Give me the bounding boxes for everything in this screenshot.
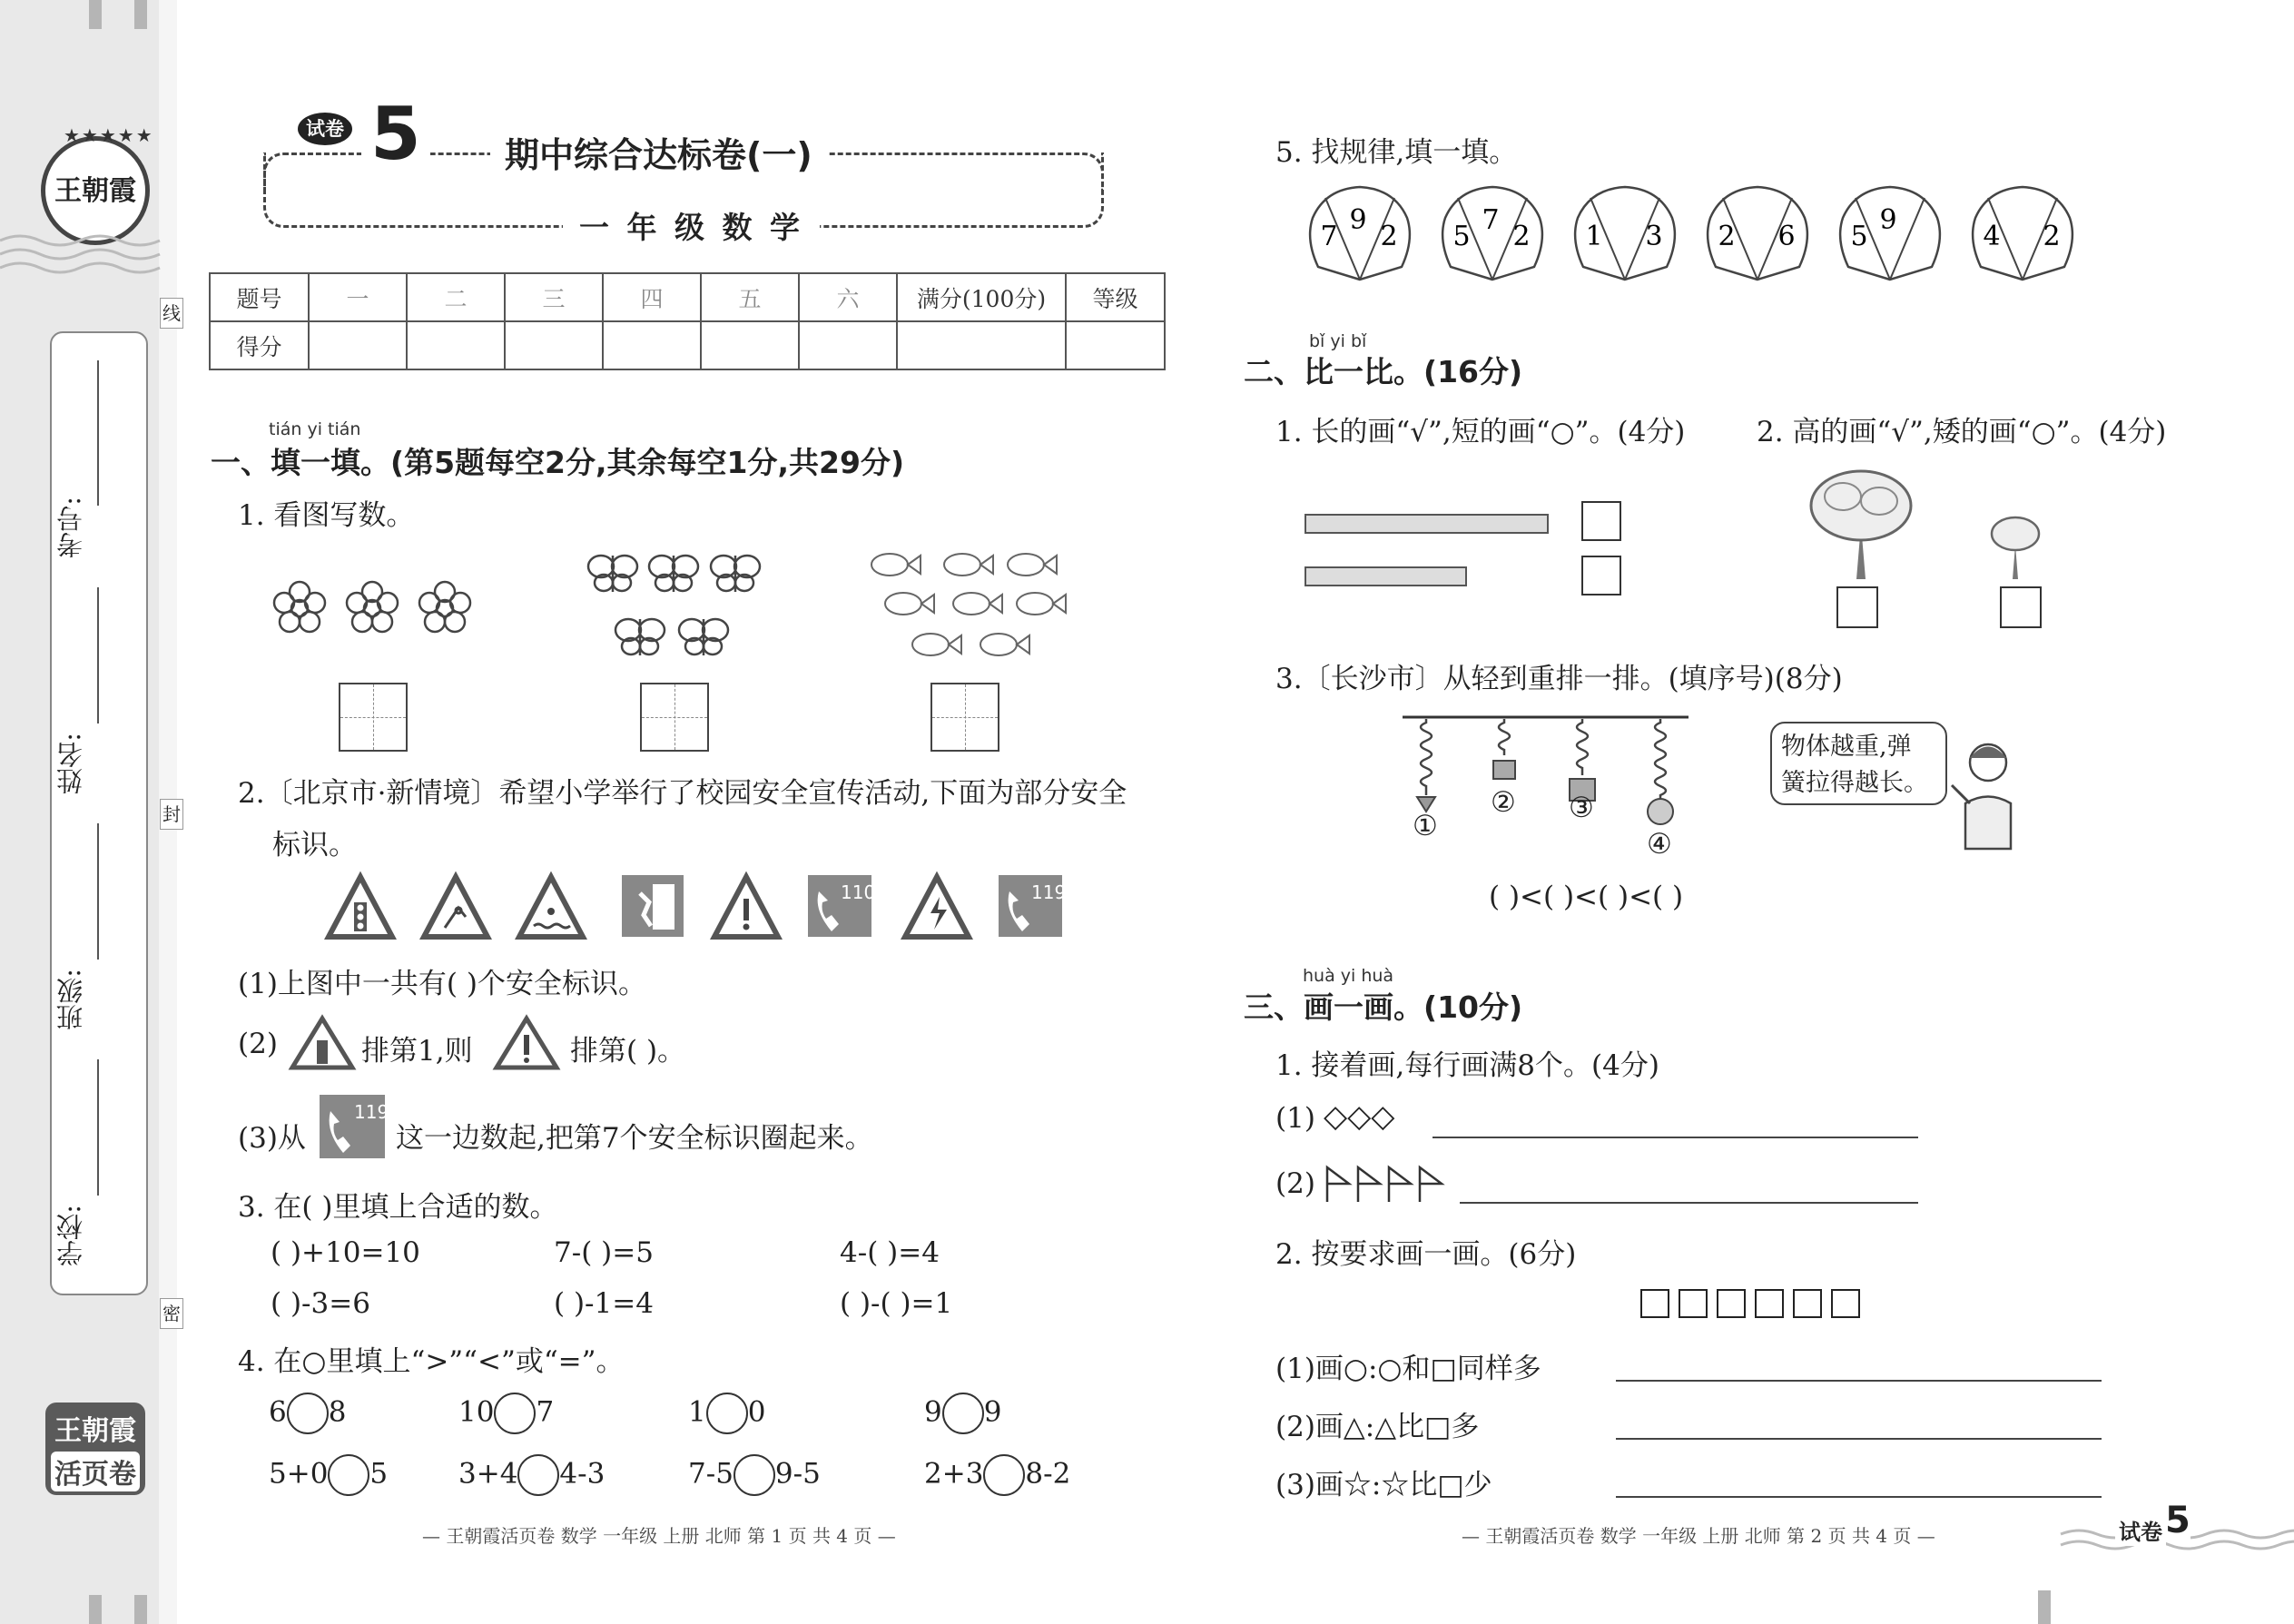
- electric-danger-sign-icon: [905, 877, 969, 937]
- binding-bar: [89, 1595, 102, 1624]
- traffic-light-sign-icon: [329, 877, 392, 937]
- compare-item: [924, 1454, 1070, 1496]
- butterflies-picture: [581, 545, 772, 672]
- safety-signs-row: [327, 873, 1067, 940]
- section3-heading: 三、画一画。(10分): [1244, 989, 1523, 1025]
- spring-label: ④: [1647, 828, 1672, 861]
- compare-item: [269, 1393, 346, 1434]
- shell[interactable]: [1973, 187, 2072, 280]
- q2-text-cont: 标识。: [272, 829, 357, 861]
- binding-bar: [89, 0, 102, 29]
- binding-bar: [2038, 1590, 2051, 1624]
- s3-q1b-label: (2): [1275, 1167, 1315, 1200]
- page-title: 期中综合达标卷(一): [490, 127, 827, 177]
- s2-q1-text: 1. 长的画“√”,短的画“○”。(4分): [1275, 416, 1686, 448]
- student-info-box: [50, 331, 148, 1295]
- shell[interactable]: [1442, 187, 1542, 280]
- compare-right: 4-3: [559, 1457, 605, 1491]
- shell-number: 1: [1585, 221, 1603, 252]
- page-subtitle: 一 年 级 数 学: [563, 204, 820, 247]
- q3-item[interactable]: 4-( )=4: [840, 1236, 940, 1269]
- warning-sign-icon: [495, 1015, 558, 1071]
- table-cell: 四: [603, 273, 701, 321]
- table-row: [210, 321, 1165, 369]
- shell[interactable]: [1310, 187, 1410, 280]
- shell[interactable]: [1708, 187, 1807, 280]
- q3-item[interactable]: ( )+10=10: [271, 1236, 420, 1269]
- square-icon: [1679, 1289, 1708, 1318]
- shell-number: 2: [1718, 221, 1736, 252]
- compare-item: [688, 1454, 821, 1496]
- bubble-line: 簧拉得越长。: [1781, 769, 1928, 797]
- short-bar: [1305, 566, 1467, 586]
- compare-circle[interactable]: [942, 1393, 984, 1434]
- shell-number: 7: [1482, 204, 1500, 236]
- spring-label: ②: [1491, 786, 1516, 819]
- exit-sign-icon: [622, 875, 684, 937]
- phone-119-sign-icon: [320, 1095, 387, 1158]
- class-line[interactable]: [97, 823, 99, 960]
- answer-box-fish[interactable]: [930, 683, 999, 752]
- compare-item: [269, 1454, 388, 1496]
- section1-heading: 一、填一填。(第5题每空2分,其余每空1分,共29分): [211, 445, 905, 480]
- wave-decoration: [0, 227, 159, 281]
- score-cell[interactable]: [701, 321, 799, 369]
- s3-q2-1-text: (1)画○:○和□同样多: [1275, 1353, 1541, 1385]
- compare-circle[interactable]: [706, 1393, 748, 1434]
- shell-number: 2: [1512, 221, 1531, 252]
- answer-box-short[interactable]: [1581, 556, 1621, 595]
- seal-mark-close: 密: [160, 1298, 183, 1329]
- spring-label: ③: [1569, 792, 1594, 824]
- shell-number: 4: [1983, 221, 2001, 252]
- footer-exam-tag: 试卷: [2115, 1514, 2166, 1546]
- compare-left: 2+3: [924, 1457, 984, 1491]
- brand-name: 王朝霞: [54, 1415, 136, 1447]
- q3-item[interactable]: ( )-( )=1: [840, 1287, 953, 1320]
- shell-number: 3: [1645, 221, 1663, 252]
- compare-left: 7-5: [688, 1457, 733, 1491]
- score-cell[interactable]: [799, 321, 897, 369]
- s3-q1-text: 1. 接着画,每行画满8个。(4分): [1275, 1049, 1659, 1082]
- long-bar: [1305, 514, 1549, 534]
- square-icon: [1793, 1289, 1822, 1318]
- draw-line-5[interactable]: [1616, 1496, 2102, 1498]
- shell-number: 6: [1777, 221, 1796, 252]
- compare-circle[interactable]: [517, 1454, 559, 1496]
- warning-sign-icon: [714, 877, 778, 937]
- binding-bar: [134, 1595, 147, 1624]
- score-cell[interactable]: [407, 321, 505, 369]
- q3-text: 3. 在( )里填上合适的数。: [238, 1191, 558, 1224]
- exam-number-label: 考号:: [55, 497, 86, 558]
- q3-item[interactable]: 7-( )=5: [554, 1236, 654, 1269]
- compare-right: 9-5: [774, 1457, 821, 1491]
- q1-text: 1. 看图写数。: [238, 499, 415, 532]
- shell-number: 5: [1452, 221, 1471, 252]
- table-cell: 等级: [1066, 273, 1165, 321]
- s3-q2-2-text: (2)画△:△比□多: [1275, 1411, 1480, 1443]
- fish-picture: [853, 545, 1071, 672]
- draw-line-2[interactable]: [1460, 1202, 1918, 1204]
- q2-3-prefix: (3)从: [238, 1122, 306, 1155]
- answer-box-butterflies[interactable]: [640, 683, 709, 752]
- diamond-shapes: ◇◇◇: [1324, 1098, 1395, 1135]
- compare-item: [458, 1393, 554, 1434]
- table-cell: 满分(100分): [897, 273, 1066, 321]
- footer-left: — 王朝霞活页卷 数学 一年级 上册 北师 第 1 页 共 4 页 —: [422, 1525, 896, 1547]
- flowers-picture: [268, 576, 486, 640]
- compare-left: 10: [458, 1395, 495, 1429]
- shell-number: 2: [1380, 221, 1398, 252]
- table-cell: 得分: [210, 321, 309, 369]
- section1-pinyin: tián yi tián: [269, 419, 361, 439]
- table-row: [210, 273, 1165, 321]
- q2-1-text: (1)上图中一共有( )个安全标识。: [238, 968, 646, 1000]
- q2-3-text: 这一边数起,把第7个安全标识圈起来。: [396, 1122, 873, 1155]
- score-cell[interactable]: [603, 321, 701, 369]
- table-cell: 题号: [210, 273, 309, 321]
- name-line[interactable]: [97, 587, 99, 723]
- shell[interactable]: [1575, 187, 1675, 280]
- score-cell[interactable]: [897, 321, 1066, 369]
- s2-q3-text: 3.〔长沙市〕从轻到重排一排。(填序号)(8分): [1275, 663, 1843, 695]
- logo-text: 王朝霞: [54, 175, 136, 207]
- shell-number: 7: [1320, 221, 1338, 252]
- shell-number: 5: [1850, 221, 1868, 252]
- flags-shapes-icon: [1324, 1164, 1460, 1204]
- shell[interactable]: [1840, 187, 1940, 280]
- score-cell[interactable]: [1066, 321, 1165, 369]
- compare-circle[interactable]: [328, 1454, 369, 1496]
- svg-text:110: 110: [841, 881, 876, 903]
- s2-q2-text: 2. 高的画“√”,矮的画“○”。(4分): [1757, 416, 2167, 448]
- shell-number: 9: [1879, 204, 1897, 236]
- short-tree-icon: [1988, 514, 2043, 579]
- draw-line-1[interactable]: [1433, 1137, 1918, 1138]
- q3-item[interactable]: ( )-1=4: [554, 1287, 654, 1320]
- q5-text: 5. 找规律,填一填。: [1275, 136, 1518, 169]
- name-label: 姓名:: [55, 733, 86, 794]
- compare-left: 9: [924, 1395, 942, 1429]
- binding-bar: [134, 0, 147, 29]
- tall-tree-icon: [1807, 465, 1915, 579]
- compare-circle[interactable]: [287, 1393, 329, 1434]
- water-danger-sign-icon: [519, 877, 583, 937]
- stars-icon: ★★★★★: [64, 124, 154, 146]
- score-table: [209, 272, 1166, 370]
- q2-2-prefix: (2): [238, 1028, 278, 1060]
- compare-item: [924, 1393, 1001, 1434]
- footer-right: — 王朝霞活页卷 数学 一年级 上册 北师 第 2 页 共 4 页 —: [1462, 1525, 1935, 1547]
- table-cell: 二: [407, 273, 505, 321]
- brand-subtitle: 活页卷: [51, 1452, 140, 1491]
- section2-heading: 二、比一比。(16分): [1244, 354, 1523, 389]
- table-cell: 一: [309, 273, 407, 321]
- compare-item: [458, 1454, 605, 1496]
- square-icon: [1831, 1289, 1860, 1318]
- compare-circle[interactable]: [983, 1454, 1025, 1496]
- exam-number-line[interactable]: [97, 360, 99, 506]
- square-row: [1636, 1289, 1865, 1322]
- compare-item: [688, 1393, 765, 1434]
- answer-box-flowers[interactable]: [339, 683, 408, 752]
- square-icon: [1755, 1289, 1784, 1318]
- exam-tag: 试卷: [298, 113, 352, 145]
- section3-pinyin: huà yi huà: [1303, 966, 1394, 986]
- school-line[interactable]: [97, 1059, 99, 1196]
- compare-right: 7: [536, 1395, 555, 1429]
- shell-number: 9: [1349, 204, 1367, 236]
- q2-text: 2.〔北京市·新情境〕希望小学举行了校园安全宣传活动,下面为部分安全: [238, 777, 1127, 810]
- compare-circle[interactable]: [733, 1454, 775, 1496]
- class-label: 班级:: [55, 969, 86, 1030]
- square-icon: [1640, 1289, 1669, 1318]
- svg-text:119: 119: [1031, 881, 1067, 903]
- order-answer[interactable]: ( )<( )<( )<( ): [1489, 881, 1684, 913]
- compare-right: 9: [983, 1395, 1002, 1429]
- footer-exam-number: 5: [2165, 1500, 2191, 1541]
- slippery-sign-icon: [424, 877, 487, 937]
- compare-right: 8: [328, 1395, 347, 1429]
- draw-line-4[interactable]: [1616, 1438, 2102, 1440]
- s3-q2-3-text: (3)画☆:☆比□少: [1275, 1469, 1492, 1501]
- score-cell[interactable]: [505, 321, 603, 369]
- shells-row: [1298, 182, 2061, 287]
- seal-mark-line: 线: [160, 298, 183, 329]
- answer-box-long[interactable]: [1581, 501, 1621, 541]
- bubble-line: 物体越重,弹: [1781, 733, 1912, 761]
- phone-119-sign-icon: [999, 875, 1066, 937]
- seal-mark-seal: 封: [160, 799, 183, 830]
- compare-left: 3+4: [458, 1457, 518, 1491]
- traffic-light-sign-icon: [290, 1015, 354, 1071]
- section2-pinyin: bǐ yi bǐ: [1309, 331, 1367, 351]
- compare-right: 5: [369, 1457, 389, 1491]
- table-cell: 五: [701, 273, 799, 321]
- brand-badge: [45, 1403, 145, 1495]
- shell-number: 2: [2043, 221, 2061, 252]
- speech-bubble: [1770, 722, 1947, 805]
- score-cell[interactable]: [309, 321, 407, 369]
- svg-text:119: 119: [354, 1101, 389, 1123]
- exam-number: 5: [361, 98, 430, 171]
- phone-110-sign-icon: [808, 875, 875, 937]
- q3-item[interactable]: ( )-3=6: [271, 1287, 370, 1320]
- compare-left: 6: [269, 1395, 287, 1429]
- answer-box-tall[interactable]: [1836, 586, 1878, 628]
- compare-circle[interactable]: [494, 1393, 536, 1434]
- compare-left: 5+0: [269, 1457, 329, 1491]
- teacher-figure-icon: [1943, 740, 2024, 849]
- q2-2-middle: 排第1,则: [361, 1035, 473, 1068]
- table-cell: 三: [505, 273, 603, 321]
- compare-right: 8-2: [1025, 1457, 1071, 1491]
- s3-q2-text: 2. 按要求画一画。(6分): [1275, 1238, 1577, 1271]
- s3-q1a-label: (1): [1275, 1102, 1315, 1135]
- draw-line-3[interactable]: [1616, 1380, 2102, 1382]
- square-icon: [1717, 1289, 1746, 1318]
- answer-box-short-tree[interactable]: [2000, 586, 2042, 628]
- compare-left: 1: [688, 1395, 706, 1429]
- table-cell: 六: [799, 273, 897, 321]
- q2-2-suffix: 排第( )。: [570, 1035, 686, 1068]
- compare-right: 0: [747, 1395, 766, 1429]
- q4-text: 4. 在○里填上“>”“<”或“=”。: [238, 1345, 625, 1378]
- school-label: 学校:: [55, 1205, 86, 1266]
- spring-label: ①: [1413, 810, 1438, 842]
